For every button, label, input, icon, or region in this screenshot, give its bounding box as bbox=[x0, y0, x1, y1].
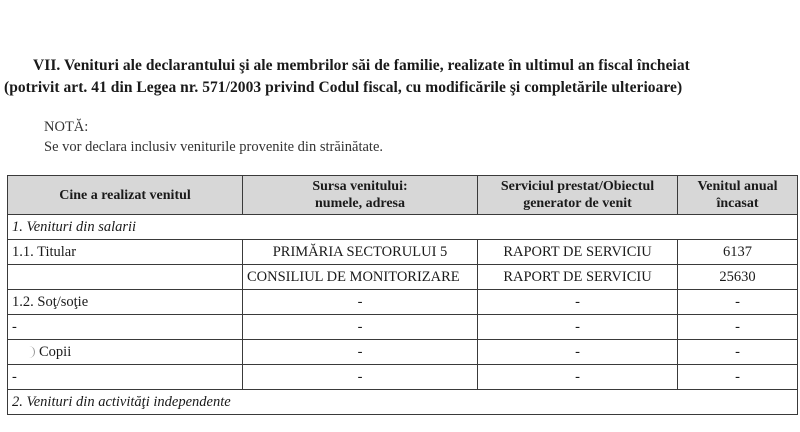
table-header-row bbox=[8, 176, 798, 215]
header-service-line-1: Serviciul prestat/Obiectul bbox=[500, 179, 655, 194]
cell-income: 6137 bbox=[678, 240, 798, 265]
cell-source: - bbox=[243, 340, 478, 365]
cell-income: - bbox=[678, 315, 798, 340]
cell-service: - bbox=[478, 290, 678, 315]
table-row bbox=[8, 240, 798, 265]
cell-source: - bbox=[243, 290, 478, 315]
cell-service: RAPORT DE SERVICIU bbox=[478, 265, 678, 290]
section-title-salaries: 1. Venituri din salarii bbox=[8, 215, 798, 240]
cell-who-copii bbox=[8, 340, 243, 365]
header-service-line-2: generator de venit bbox=[523, 196, 632, 211]
cell-income: 25630 bbox=[678, 265, 798, 290]
cell-service: - bbox=[478, 315, 678, 340]
table-row bbox=[8, 340, 798, 365]
cell-income: - bbox=[678, 340, 798, 365]
header-source-line-2: numele, adresa bbox=[315, 196, 405, 211]
header-who bbox=[8, 176, 243, 215]
header-income-line-1: Venitul anual bbox=[697, 179, 778, 194]
cell-source: - bbox=[243, 315, 478, 340]
cell-who: - bbox=[8, 315, 243, 340]
header-source bbox=[243, 176, 478, 215]
table-row bbox=[8, 265, 798, 290]
cell-service: RAPORT DE SERVICIU bbox=[478, 240, 678, 265]
cell-income: - bbox=[678, 365, 798, 390]
note-label: NOTĂ: bbox=[44, 119, 89, 135]
note-text: Se vor declara inclusiv veniturile provenite din străinătate. bbox=[44, 139, 384, 155]
header-service bbox=[478, 176, 678, 215]
header-income-line-2: încasat bbox=[716, 196, 759, 211]
cell-who: 1.2. Soţ/soţie bbox=[8, 290, 243, 315]
heading-line-1: VII. Venituri ale declarantului şi ale membrilor săi de familie, realizate în ultimul an fiscal încheiat bbox=[33, 57, 690, 74]
cell-service: - bbox=[478, 340, 678, 365]
section-row-independent bbox=[8, 390, 798, 415]
section-heading bbox=[0, 55, 800, 99]
cell-source: PRIMĂRIA SECTORULUI 5 bbox=[243, 240, 478, 265]
cell-who bbox=[8, 265, 243, 290]
cell-who: Copii bbox=[39, 343, 72, 360]
header-source-line-1: Sursa venitului: bbox=[312, 179, 408, 194]
cell-who: 1.1. Titular bbox=[8, 240, 243, 265]
heading-line-2: (potrivit art. 41 din Legea nr. 571/2003 privind Codul fiscal, cu modificările şi completările ulterioare) bbox=[4, 79, 683, 96]
cell-source: - bbox=[243, 365, 478, 390]
table-row bbox=[8, 290, 798, 315]
redaction-mark-icon bbox=[12, 346, 35, 358]
table-row bbox=[8, 315, 798, 340]
note-block bbox=[44, 117, 383, 157]
header-income bbox=[678, 176, 798, 215]
cell-source: CONSILIUL DE MONITORIZARE bbox=[243, 265, 478, 290]
cell-service: - bbox=[478, 365, 678, 390]
section-title-independent: 2. Venituri din activităţi independente bbox=[8, 390, 798, 415]
header-who-label: Cine a realizat venitul bbox=[59, 187, 191, 203]
income-table bbox=[7, 175, 798, 415]
cell-income: - bbox=[678, 290, 798, 315]
cell-who: - bbox=[8, 365, 243, 390]
section-row-salaries bbox=[8, 215, 798, 240]
table-row bbox=[8, 365, 798, 390]
